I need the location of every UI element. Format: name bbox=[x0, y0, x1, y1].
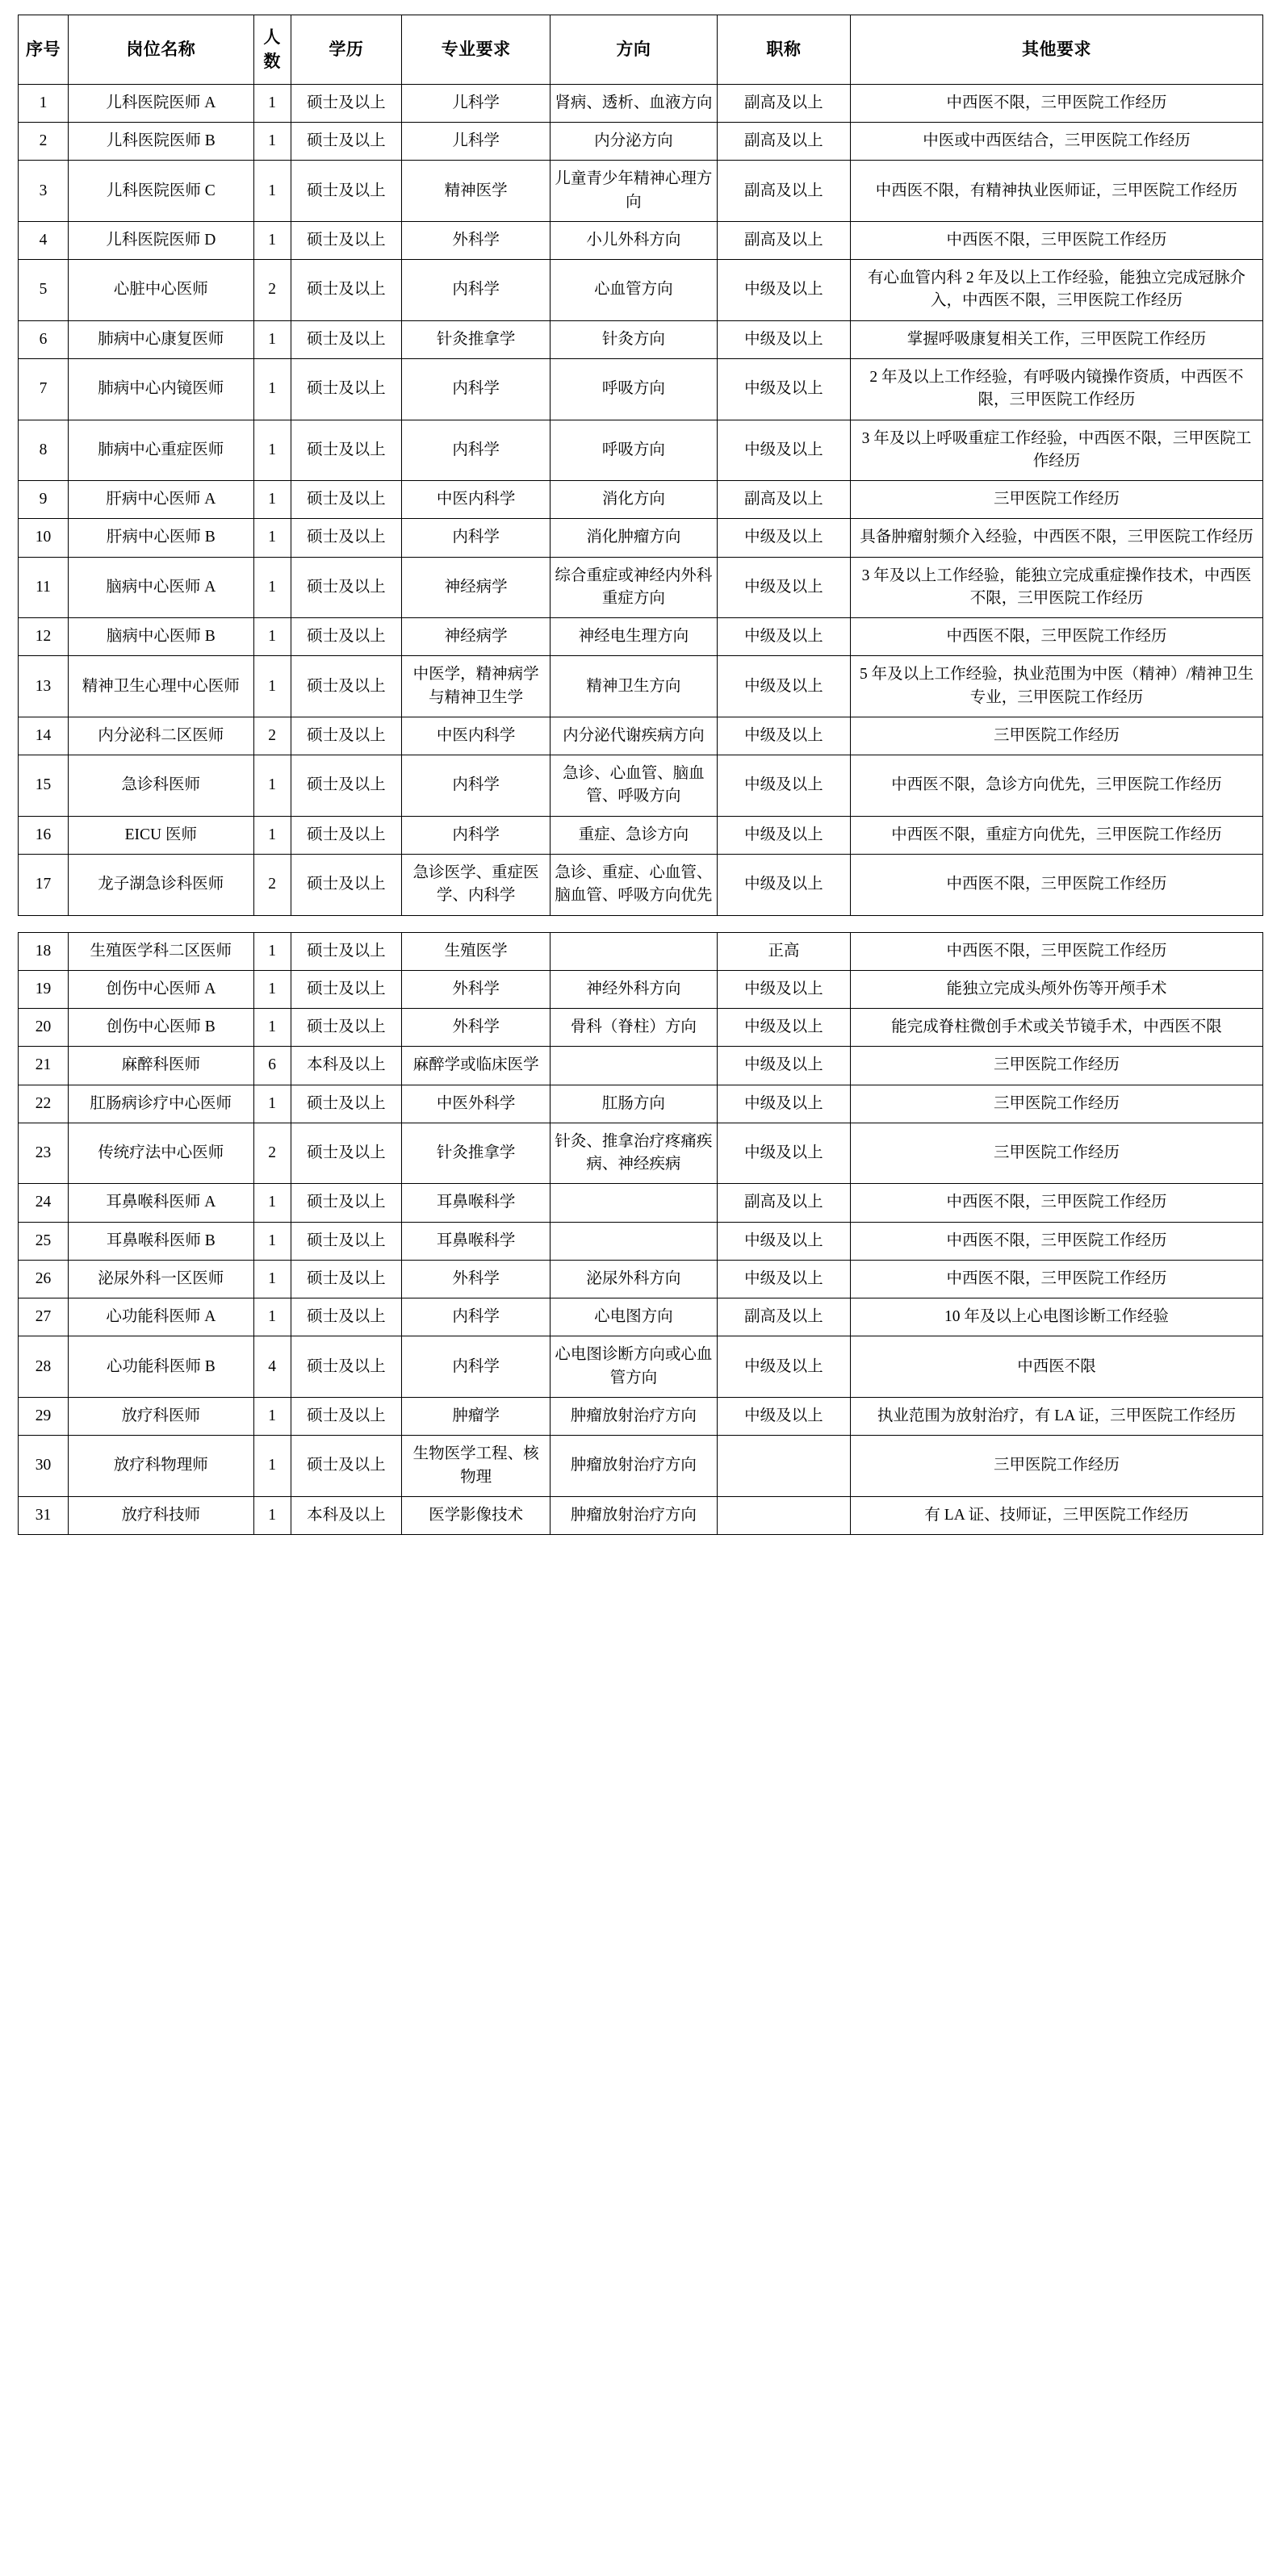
table-row bbox=[19, 816, 1263, 854]
cell-no: 23 bbox=[19, 1123, 69, 1184]
cell-no: 1 bbox=[19, 84, 69, 122]
cell-direction: 小儿外科方向 bbox=[550, 221, 718, 259]
cell-direction: 心血管方向 bbox=[550, 260, 718, 321]
cell-no: 11 bbox=[19, 557, 69, 618]
job-table-section-two bbox=[18, 932, 1263, 1536]
cell-major: 耳鼻喉科学 bbox=[402, 1184, 550, 1222]
cell-count: 1 bbox=[253, 123, 291, 161]
cell-no: 31 bbox=[19, 1496, 69, 1534]
cell-title: 正高 bbox=[717, 932, 850, 970]
cell-major: 针灸推拿学 bbox=[402, 1123, 550, 1184]
cell-major: 中医外科学 bbox=[402, 1085, 550, 1123]
cell-count: 1 bbox=[253, 320, 291, 358]
table-row bbox=[19, 1260, 1263, 1298]
column-header-education: 学历 bbox=[291, 15, 402, 85]
table-row bbox=[19, 970, 1263, 1008]
cell-education: 硕士及以上 bbox=[291, 221, 402, 259]
cell-education: 硕士及以上 bbox=[291, 420, 402, 481]
table-row bbox=[19, 557, 1263, 618]
cell-position-name: 肺病中心内镜医师 bbox=[69, 359, 254, 420]
cell-direction: 综合重症或神经内外科重症方向 bbox=[550, 557, 718, 618]
table-body-section-one bbox=[19, 84, 1263, 915]
cell-title: 副高及以上 bbox=[717, 1298, 850, 1336]
cell-title: 中级及以上 bbox=[717, 260, 850, 321]
cell-no: 8 bbox=[19, 420, 69, 481]
table-row bbox=[19, 420, 1263, 481]
cell-title: 中级及以上 bbox=[717, 1336, 850, 1398]
cell-other-requirements: 能完成脊柱微创手术或关节镜手术，中西医不限 bbox=[851, 1009, 1263, 1047]
cell-major: 内科学 bbox=[402, 519, 550, 557]
cell-other-requirements: 三甲医院工作经历 bbox=[851, 1436, 1263, 1497]
cell-major: 内科学 bbox=[402, 359, 550, 420]
cell-no: 9 bbox=[19, 481, 69, 519]
cell-no: 12 bbox=[19, 618, 69, 656]
cell-count: 1 bbox=[253, 1184, 291, 1222]
column-header-count: 人数 bbox=[253, 15, 291, 85]
table-row bbox=[19, 123, 1263, 161]
cell-position-name: 肝病中心医师 B bbox=[69, 519, 254, 557]
cell-education: 硕士及以上 bbox=[291, 1397, 402, 1435]
cell-major: 麻醉学或临床医学 bbox=[402, 1047, 550, 1085]
cell-other-requirements: 中西医不限，急诊方向优先，三甲医院工作经历 bbox=[851, 755, 1263, 817]
cell-direction: 重症、急诊方向 bbox=[550, 816, 718, 854]
cell-direction: 针灸、推拿治疗疼痛疾病、神经疾病 bbox=[550, 1123, 718, 1184]
cell-major: 内科学 bbox=[402, 1336, 550, 1398]
table-row bbox=[19, 1496, 1263, 1534]
cell-major: 外科学 bbox=[402, 221, 550, 259]
cell-title: 副高及以上 bbox=[717, 123, 850, 161]
cell-title: 中级及以上 bbox=[717, 420, 850, 481]
cell-direction: 肿瘤放射治疗方向 bbox=[550, 1436, 718, 1497]
cell-count: 1 bbox=[253, 161, 291, 222]
cell-count: 2 bbox=[253, 854, 291, 915]
cell-other-requirements: 中西医不限，有精神执业医师证，三甲医院工作经历 bbox=[851, 161, 1263, 222]
cell-other-requirements: 能独立完成头颅外伤等开颅手术 bbox=[851, 970, 1263, 1008]
cell-education: 硕士及以上 bbox=[291, 932, 402, 970]
cell-direction: 儿童青少年精神心理方向 bbox=[550, 161, 718, 222]
cell-title: 中级及以上 bbox=[717, 618, 850, 656]
cell-position-name: 创伤中心医师 B bbox=[69, 1009, 254, 1047]
cell-direction: 泌尿外科方向 bbox=[550, 1260, 718, 1298]
cell-no: 5 bbox=[19, 260, 69, 321]
cell-position-name: 麻醉科医师 bbox=[69, 1047, 254, 1085]
cell-position-name: 肛肠病诊疗中心医师 bbox=[69, 1085, 254, 1123]
cell-count: 1 bbox=[253, 1496, 291, 1534]
cell-education: 硕士及以上 bbox=[291, 656, 402, 717]
cell-count: 1 bbox=[253, 359, 291, 420]
cell-count: 1 bbox=[253, 932, 291, 970]
cell-major: 中医内科学 bbox=[402, 717, 550, 755]
cell-major: 外科学 bbox=[402, 970, 550, 1008]
cell-direction bbox=[550, 1184, 718, 1222]
table-row bbox=[19, 1047, 1263, 1085]
cell-no: 30 bbox=[19, 1436, 69, 1497]
cell-other-requirements: 中西医不限，三甲医院工作经历 bbox=[851, 84, 1263, 122]
cell-direction bbox=[550, 932, 718, 970]
table-row bbox=[19, 1436, 1263, 1497]
column-header-major: 专业要求 bbox=[402, 15, 550, 85]
table-row bbox=[19, 1123, 1263, 1184]
cell-count: 1 bbox=[253, 755, 291, 817]
cell-major: 儿科学 bbox=[402, 84, 550, 122]
cell-direction: 神经外科方向 bbox=[550, 970, 718, 1008]
cell-count: 1 bbox=[253, 618, 291, 656]
table-row bbox=[19, 260, 1263, 321]
table-row bbox=[19, 481, 1263, 519]
cell-education: 硕士及以上 bbox=[291, 1260, 402, 1298]
cell-direction: 神经电生理方向 bbox=[550, 618, 718, 656]
cell-direction: 针灸方向 bbox=[550, 320, 718, 358]
table-row bbox=[19, 932, 1263, 970]
cell-major: 内科学 bbox=[402, 260, 550, 321]
cell-no: 15 bbox=[19, 755, 69, 817]
cell-other-requirements: 3 年及以上工作经验，能独立完成重症操作技术，中西医不限，三甲医院工作经历 bbox=[851, 557, 1263, 618]
column-header-title: 职称 bbox=[717, 15, 850, 85]
cell-major: 生物医学工程、核物理 bbox=[402, 1436, 550, 1497]
cell-no: 14 bbox=[19, 717, 69, 755]
cell-direction: 肛肠方向 bbox=[550, 1085, 718, 1123]
cell-direction: 内分泌代谢疾病方向 bbox=[550, 717, 718, 755]
cell-other-requirements: 执业范围为放射治疗，有 LA 证，三甲医院工作经历 bbox=[851, 1397, 1263, 1435]
cell-other-requirements: 三甲医院工作经历 bbox=[851, 481, 1263, 519]
cell-education: 硕士及以上 bbox=[291, 717, 402, 755]
cell-position-name: 放疗科医师 bbox=[69, 1397, 254, 1435]
cell-title: 中级及以上 bbox=[717, 1123, 850, 1184]
cell-education: 硕士及以上 bbox=[291, 970, 402, 1008]
cell-major: 耳鼻喉科学 bbox=[402, 1222, 550, 1260]
cell-no: 10 bbox=[19, 519, 69, 557]
table-row bbox=[19, 854, 1263, 915]
cell-count: 1 bbox=[253, 519, 291, 557]
table-row bbox=[19, 1009, 1263, 1047]
job-table-section-one bbox=[18, 15, 1263, 916]
cell-direction: 消化肿瘤方向 bbox=[550, 519, 718, 557]
cell-title: 副高及以上 bbox=[717, 84, 850, 122]
cell-position-name: 生殖医学科二区医师 bbox=[69, 932, 254, 970]
table-row bbox=[19, 320, 1263, 358]
cell-count: 1 bbox=[253, 221, 291, 259]
cell-count: 1 bbox=[253, 970, 291, 1008]
cell-other-requirements: 三甲医院工作经历 bbox=[851, 1123, 1263, 1184]
table-row bbox=[19, 221, 1263, 259]
cell-education: 硕士及以上 bbox=[291, 161, 402, 222]
cell-education: 硕士及以上 bbox=[291, 1222, 402, 1260]
cell-title: 中级及以上 bbox=[717, 717, 850, 755]
cell-no: 20 bbox=[19, 1009, 69, 1047]
table-body-section-two bbox=[19, 932, 1263, 1535]
cell-other-requirements: 10 年及以上心电图诊断工作经验 bbox=[851, 1298, 1263, 1336]
cell-direction bbox=[550, 1222, 718, 1260]
cell-no: 13 bbox=[19, 656, 69, 717]
cell-other-requirements: 2 年及以上工作经验，有呼吸内镜操作资质，中西医不限，三甲医院工作经历 bbox=[851, 359, 1263, 420]
cell-position-name: 肺病中心重症医师 bbox=[69, 420, 254, 481]
cell-count: 1 bbox=[253, 1298, 291, 1336]
cell-count: 1 bbox=[253, 1436, 291, 1497]
cell-no: 17 bbox=[19, 854, 69, 915]
cell-other-requirements: 中西医不限，三甲医院工作经历 bbox=[851, 854, 1263, 915]
cell-count: 1 bbox=[253, 656, 291, 717]
cell-title: 中级及以上 bbox=[717, 1397, 850, 1435]
cell-education: 本科及以上 bbox=[291, 1496, 402, 1534]
cell-direction: 消化方向 bbox=[550, 481, 718, 519]
column-header-direction: 方向 bbox=[550, 15, 718, 85]
cell-direction: 呼吸方向 bbox=[550, 420, 718, 481]
cell-title: 副高及以上 bbox=[717, 161, 850, 222]
cell-education: 硕士及以上 bbox=[291, 84, 402, 122]
cell-title: 副高及以上 bbox=[717, 221, 850, 259]
table-row bbox=[19, 755, 1263, 817]
cell-position-name: 儿科医院医师 A bbox=[69, 84, 254, 122]
table-row bbox=[19, 1222, 1263, 1260]
cell-position-name: EICU 医师 bbox=[69, 816, 254, 854]
cell-position-name: 脑病中心医师 A bbox=[69, 557, 254, 618]
cell-other-requirements: 三甲医院工作经历 bbox=[851, 1047, 1263, 1085]
cell-position-name: 肺病中心康复医师 bbox=[69, 320, 254, 358]
cell-position-name: 耳鼻喉科医师 B bbox=[69, 1222, 254, 1260]
table-row bbox=[19, 359, 1263, 420]
cell-education: 硕士及以上 bbox=[291, 755, 402, 817]
cell-major: 神经病学 bbox=[402, 557, 550, 618]
cell-major: 医学影像技术 bbox=[402, 1496, 550, 1534]
cell-title: 中级及以上 bbox=[717, 1260, 850, 1298]
table-row bbox=[19, 618, 1263, 656]
cell-direction: 精神卫生方向 bbox=[550, 656, 718, 717]
cell-other-requirements: 三甲医院工作经历 bbox=[851, 1085, 1263, 1123]
cell-major: 儿科学 bbox=[402, 123, 550, 161]
cell-position-name: 精神卫生心理中心医师 bbox=[69, 656, 254, 717]
cell-count: 6 bbox=[253, 1047, 291, 1085]
cell-title: 中级及以上 bbox=[717, 557, 850, 618]
cell-major: 精神医学 bbox=[402, 161, 550, 222]
cell-no: 18 bbox=[19, 932, 69, 970]
cell-education: 硕士及以上 bbox=[291, 123, 402, 161]
cell-other-requirements: 中西医不限，三甲医院工作经历 bbox=[851, 618, 1263, 656]
cell-no: 16 bbox=[19, 816, 69, 854]
cell-other-requirements: 三甲医院工作经历 bbox=[851, 717, 1263, 755]
cell-major: 生殖医学 bbox=[402, 932, 550, 970]
cell-education: 硕士及以上 bbox=[291, 854, 402, 915]
cell-title: 中级及以上 bbox=[717, 359, 850, 420]
cell-count: 4 bbox=[253, 1336, 291, 1398]
cell-position-name: 传统疗法中心医师 bbox=[69, 1123, 254, 1184]
cell-other-requirements: 中西医不限，三甲医院工作经历 bbox=[851, 1260, 1263, 1298]
cell-count: 1 bbox=[253, 816, 291, 854]
cell-education: 硕士及以上 bbox=[291, 320, 402, 358]
cell-position-name: 儿科医院医师 B bbox=[69, 123, 254, 161]
cell-position-name: 心脏中心医师 bbox=[69, 260, 254, 321]
cell-direction: 呼吸方向 bbox=[550, 359, 718, 420]
cell-position-name: 泌尿外科一区医师 bbox=[69, 1260, 254, 1298]
table-row bbox=[19, 519, 1263, 557]
cell-direction: 肾病、透析、血液方向 bbox=[550, 84, 718, 122]
cell-count: 2 bbox=[253, 717, 291, 755]
cell-other-requirements: 中西医不限，三甲医院工作经历 bbox=[851, 1222, 1263, 1260]
table-row bbox=[19, 161, 1263, 222]
cell-title: 副高及以上 bbox=[717, 1184, 850, 1222]
cell-no: 2 bbox=[19, 123, 69, 161]
cell-title: 副高及以上 bbox=[717, 481, 850, 519]
cell-major: 针灸推拿学 bbox=[402, 320, 550, 358]
cell-other-requirements: 有心血管内科 2 年及以上工作经验，能独立完成冠脉介入，中西医不限，三甲医院工作经历 bbox=[851, 260, 1263, 321]
cell-title: 中级及以上 bbox=[717, 816, 850, 854]
cell-no: 21 bbox=[19, 1047, 69, 1085]
cell-major: 神经病学 bbox=[402, 618, 550, 656]
cell-title bbox=[717, 1496, 850, 1534]
cell-position-name: 创伤中心医师 A bbox=[69, 970, 254, 1008]
cell-count: 2 bbox=[253, 1123, 291, 1184]
cell-other-requirements: 有 LA 证、技师证，三甲医院工作经历 bbox=[851, 1496, 1263, 1534]
cell-title: 中级及以上 bbox=[717, 1047, 850, 1085]
cell-major: 内科学 bbox=[402, 816, 550, 854]
cell-major: 内科学 bbox=[402, 420, 550, 481]
cell-other-requirements: 中西医不限，三甲医院工作经历 bbox=[851, 221, 1263, 259]
cell-education: 硕士及以上 bbox=[291, 557, 402, 618]
cell-title: 中级及以上 bbox=[717, 519, 850, 557]
cell-position-name: 脑病中心医师 B bbox=[69, 618, 254, 656]
cell-education: 本科及以上 bbox=[291, 1047, 402, 1085]
cell-no: 25 bbox=[19, 1222, 69, 1260]
cell-major: 中医学，精神病学与精神卫生学 bbox=[402, 656, 550, 717]
table-row bbox=[19, 1397, 1263, 1435]
cell-title: 中级及以上 bbox=[717, 656, 850, 717]
cell-no: 29 bbox=[19, 1397, 69, 1435]
cell-education: 硕士及以上 bbox=[291, 1298, 402, 1336]
cell-title: 中级及以上 bbox=[717, 970, 850, 1008]
table-row bbox=[19, 656, 1263, 717]
cell-position-name: 耳鼻喉科医师 A bbox=[69, 1184, 254, 1222]
cell-position-name: 放疗科物理师 bbox=[69, 1436, 254, 1497]
cell-no: 26 bbox=[19, 1260, 69, 1298]
cell-count: 1 bbox=[253, 1260, 291, 1298]
cell-other-requirements: 中医或中西医结合，三甲医院工作经历 bbox=[851, 123, 1263, 161]
cell-count: 1 bbox=[253, 420, 291, 481]
cell-education: 硕士及以上 bbox=[291, 816, 402, 854]
table-row bbox=[19, 1336, 1263, 1398]
cell-position-name: 心功能科医师 A bbox=[69, 1298, 254, 1336]
cell-position-name: 肝病中心医师 A bbox=[69, 481, 254, 519]
cell-education: 硕士及以上 bbox=[291, 481, 402, 519]
cell-no: 27 bbox=[19, 1298, 69, 1336]
cell-position-name: 放疗科技师 bbox=[69, 1496, 254, 1534]
cell-major: 外科学 bbox=[402, 1009, 550, 1047]
cell-other-requirements: 中西医不限，重症方向优先，三甲医院工作经历 bbox=[851, 816, 1263, 854]
cell-other-requirements: 中西医不限 bbox=[851, 1336, 1263, 1398]
cell-count: 1 bbox=[253, 1222, 291, 1260]
cell-count: 1 bbox=[253, 1397, 291, 1435]
header-row bbox=[19, 15, 1263, 85]
cell-other-requirements: 具备肿瘤射频介入经验，中西医不限，三甲医院工作经历 bbox=[851, 519, 1263, 557]
cell-no: 6 bbox=[19, 320, 69, 358]
cell-other-requirements: 5 年及以上工作经验，执业范围为中医（精神）/精神卫生专业，三甲医院工作经历 bbox=[851, 656, 1263, 717]
table-row bbox=[19, 1298, 1263, 1336]
table-header bbox=[19, 15, 1263, 85]
cell-no: 19 bbox=[19, 970, 69, 1008]
table-row bbox=[19, 1184, 1263, 1222]
cell-count: 1 bbox=[253, 1009, 291, 1047]
cell-no: 4 bbox=[19, 221, 69, 259]
cell-direction: 心电图方向 bbox=[550, 1298, 718, 1336]
cell-direction: 肿瘤放射治疗方向 bbox=[550, 1496, 718, 1534]
cell-no: 3 bbox=[19, 161, 69, 222]
cell-education: 硕士及以上 bbox=[291, 618, 402, 656]
cell-education: 硕士及以上 bbox=[291, 260, 402, 321]
cell-other-requirements: 掌握呼吸康复相关工作，三甲医院工作经历 bbox=[851, 320, 1263, 358]
cell-position-name: 儿科医院医师 D bbox=[69, 221, 254, 259]
column-header-name: 岗位名称 bbox=[69, 15, 254, 85]
cell-major: 肿瘤学 bbox=[402, 1397, 550, 1435]
cell-education: 硕士及以上 bbox=[291, 1123, 402, 1184]
cell-count: 2 bbox=[253, 260, 291, 321]
cell-education: 硕士及以上 bbox=[291, 1009, 402, 1047]
cell-position-name: 龙子湖急诊科医师 bbox=[69, 854, 254, 915]
cell-direction: 急诊、心血管、脑血管、呼吸方向 bbox=[550, 755, 718, 817]
table-row bbox=[19, 84, 1263, 122]
cell-major: 内科学 bbox=[402, 755, 550, 817]
cell-direction: 心电图诊断方向或心血管方向 bbox=[550, 1336, 718, 1398]
cell-position-name: 急诊科医师 bbox=[69, 755, 254, 817]
cell-education: 硕士及以上 bbox=[291, 1085, 402, 1123]
cell-title bbox=[717, 1436, 850, 1497]
cell-title: 中级及以上 bbox=[717, 1085, 850, 1123]
cell-position-name: 内分泌科二区医师 bbox=[69, 717, 254, 755]
cell-no: 7 bbox=[19, 359, 69, 420]
table-row bbox=[19, 717, 1263, 755]
cell-no: 22 bbox=[19, 1085, 69, 1123]
cell-major: 急诊医学、重症医学、内科学 bbox=[402, 854, 550, 915]
cell-other-requirements: 3 年及以上呼吸重症工作经验，中西医不限，三甲医院工作经历 bbox=[851, 420, 1263, 481]
cell-title: 中级及以上 bbox=[717, 1222, 850, 1260]
cell-education: 硕士及以上 bbox=[291, 359, 402, 420]
column-header-no: 序号 bbox=[19, 15, 69, 85]
cell-position-name: 儿科医院医师 C bbox=[69, 161, 254, 222]
cell-count: 1 bbox=[253, 557, 291, 618]
cell-education: 硕士及以上 bbox=[291, 1436, 402, 1497]
cell-education: 硕士及以上 bbox=[291, 1184, 402, 1222]
cell-count: 1 bbox=[253, 1085, 291, 1123]
cell-position-name: 心功能科医师 B bbox=[69, 1336, 254, 1398]
cell-title: 中级及以上 bbox=[717, 1009, 850, 1047]
cell-major: 外科学 bbox=[402, 1260, 550, 1298]
cell-direction: 肿瘤放射治疗方向 bbox=[550, 1397, 718, 1435]
cell-title: 中级及以上 bbox=[717, 755, 850, 817]
table-row bbox=[19, 1085, 1263, 1123]
cell-other-requirements: 中西医不限，三甲医院工作经历 bbox=[851, 1184, 1263, 1222]
cell-education: 硕士及以上 bbox=[291, 1336, 402, 1398]
cell-title: 中级及以上 bbox=[717, 854, 850, 915]
cell-no: 24 bbox=[19, 1184, 69, 1222]
cell-count: 1 bbox=[253, 84, 291, 122]
cell-count: 1 bbox=[253, 481, 291, 519]
cell-no: 28 bbox=[19, 1336, 69, 1398]
cell-direction: 骨科（脊柱）方向 bbox=[550, 1009, 718, 1047]
cell-direction: 内分泌方向 bbox=[550, 123, 718, 161]
cell-major: 内科学 bbox=[402, 1298, 550, 1336]
cell-direction bbox=[550, 1047, 718, 1085]
cell-title: 中级及以上 bbox=[717, 320, 850, 358]
column-header-other: 其他要求 bbox=[851, 15, 1263, 85]
cell-other-requirements: 中西医不限，三甲医院工作经历 bbox=[851, 932, 1263, 970]
cell-major: 中医内科学 bbox=[402, 481, 550, 519]
cell-direction: 急诊、重症、心血管、脑血管、呼吸方向优先 bbox=[550, 854, 718, 915]
cell-education: 硕士及以上 bbox=[291, 519, 402, 557]
